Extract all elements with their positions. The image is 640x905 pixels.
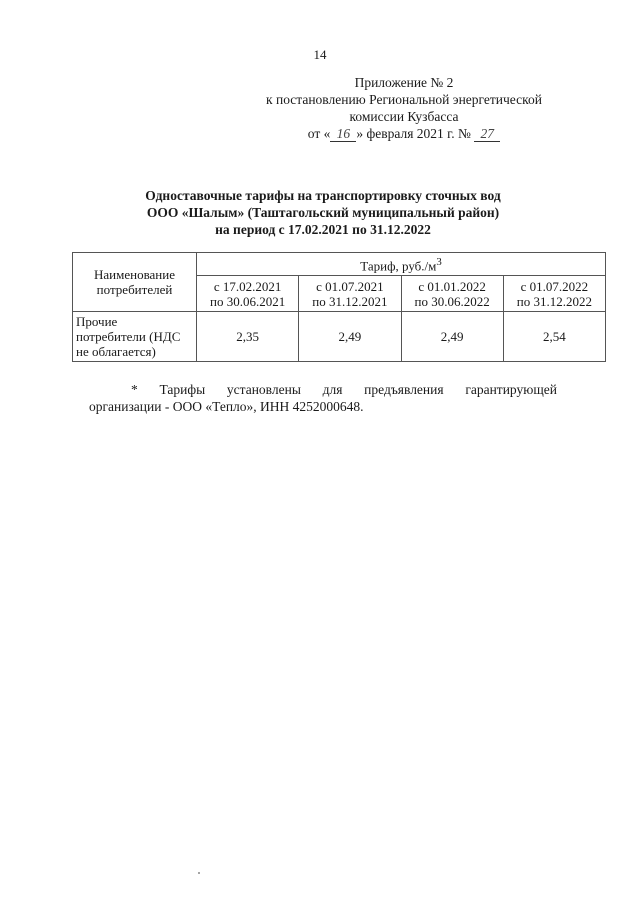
- header-tariff: Тариф, $руб./м^3$: [197, 253, 606, 276]
- annex-date-line: [232, 125, 576, 142]
- annex-header: [232, 74, 576, 142]
- tariff-value-cell: 2,49: [299, 312, 401, 362]
- period-header: с 17.02.2021 по 30.06.2021: [197, 276, 299, 312]
- period-header: с 01.07.2021 по 31.12.2021: [299, 276, 401, 312]
- header-consumer-name: Наименование потребителей: [73, 253, 197, 312]
- period-header: с 01.01.2022 по 30.06.2022: [401, 276, 503, 312]
- handwritten-doc-number: 27: [474, 127, 500, 142]
- consumer-cell: Прочие потребители (НДС не облагается): [73, 312, 197, 362]
- title-line-3: на период с 17.02.2021 по 31.12.2022: [215, 222, 431, 237]
- annex-date-middle: » февраля 2021 г. №: [356, 126, 471, 141]
- scan-dot: [198, 872, 200, 874]
- annex-commission: комиссии Кузбасса: [349, 109, 459, 124]
- title-line-2: ООО «Шалым» (Таштагольский муниципальный район): [146, 205, 500, 220]
- tariff-table: [72, 252, 606, 362]
- annex-resolution: к постановлению Региональной энергетической: [266, 92, 542, 107]
- annex-title: Приложение № 2: [354, 75, 454, 90]
- period-header: с 01.07.2022 по 31.12.2022: [503, 276, 605, 312]
- footnote-line-1: * Тарифы установлены для предъявления гарантирующей: [131, 382, 557, 397]
- page-number: 14: [313, 47, 327, 62]
- document-title: [100, 187, 546, 238]
- handwritten-day: 16: [330, 127, 356, 142]
- table-row: [73, 312, 606, 362]
- title-line-1: Одноставочные тарифы на транспортировку сточных вод: [145, 188, 501, 203]
- footnote-line-2: организации - ООО «Тепло», ИНН 4252000648.: [89, 399, 364, 414]
- tariff-value-cell: 2,49: [401, 312, 503, 362]
- table-header-row: [73, 253, 606, 276]
- tariff-value-cell: 2,54: [503, 312, 605, 362]
- annex-date-prefix: от «: [307, 126, 331, 141]
- tariff-value-cell: 2,35: [197, 312, 299, 362]
- footnote: [89, 381, 557, 415]
